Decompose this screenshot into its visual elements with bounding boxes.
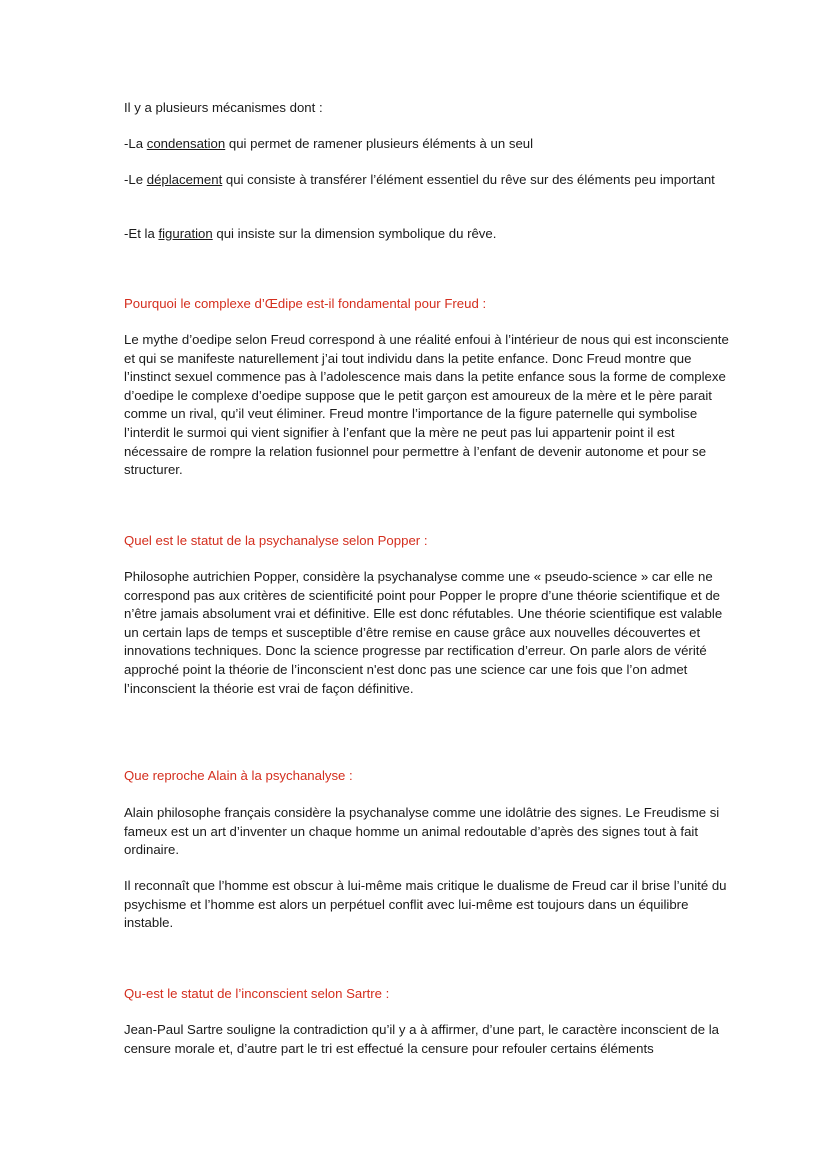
mechanism-term: figuration — [158, 226, 213, 241]
mechanism-condensation — [124, 135, 734, 154]
mechanism-deplacement — [124, 171, 724, 190]
mechanism-description: qui consiste à transférer l’élément essentiel du rêve sur des éléments peu important — [222, 172, 715, 187]
mechanism-prefix: -Le — [124, 172, 147, 187]
section-paragraph-oedipe: Le mythe d’oedipe selon Freud correspond à une réalité enfoui à l’intérieur de nous qui est inconsciente et qui se manifeste naturellement j’ai tout individu dans la petite enfance. Donc Freud montre que l’instinct sexuel commence pas à l’adolescence mais dans la petite enfance sous la forme de complexe d’oedipe le complexe d’oedipe suppose que le petit garçon est amoureux de la mère et le père parait comme un rival, qu’il veut éliminer. Freud montre l’importance de la figure paternelle qui symbolise l’interdit le surmoi qui vient signifier à l’enfant que la mère ne peut pas lui appartenir point il est nécessaire de rompre la relation fusionnel pour permettre à l’enfant de devenir autonome et pour se structurer. — [124, 332, 729, 478]
mechanism-prefix: -La — [124, 136, 147, 151]
section-heading-popper: Quel est le statut de la psychanalyse selon Popper : — [124, 533, 428, 548]
mechanism-description: qui insiste sur la dimension symbolique du rêve. — [212, 226, 497, 241]
section-paragraph-alain-1: Alain philosophe français considère la psychanalyse comme une idolâtrie des signes. Le Freudisme si fameux est un art d’inventer un chaque homme un animal redoutable d’après des signes tout à fait ordinaire. — [124, 805, 720, 858]
section-heading-oedipe: Pourquoi le complexe d’Œdipe est-il fondamental pour Freud : — [124, 296, 487, 311]
section-paragraph-popper: Philosophe autrichien Popper, considère la psychanalyse comme une « pseudo-science » car elle ne correspond pas aux critères de scientificité point pour Popper le propre d’une théorie scientifique et de n’être jamais absolument vrai et définitive. Elle est donc réfutables. Une théorie scientifique est valable un certain laps de temps et susceptible d’être remise en cause grâce aux nouvelles découvertes et innovations techniques. Donc la science progresse par rectification d’erreur. On parle alors de vérité approché point la théorie de l’inconscient n'est donc pas une science car une fois que l’on admet l’inconscient la théorie est vrai de façon définitive. — [124, 569, 723, 696]
mechanism-figuration — [124, 225, 734, 244]
mechanism-term: déplacement — [146, 172, 223, 187]
intro-text: Il y a plusieurs mécanismes dont : — [124, 100, 323, 115]
mechanism-term: condensation — [146, 136, 226, 151]
mechanism-prefix: -Et la — [124, 226, 159, 241]
section-heading-sartre: Qu-est le statut de l’inconscient selon Sartre : — [124, 986, 390, 1001]
section-paragraph-sartre: Jean-Paul Sartre souligne la contradiction qu’il y a à affirmer, d’une part, le caractère inconscient de la censure morale et, d’autre part le tri est effectué la censure pour refouler certains éléments — [124, 1022, 719, 1056]
section-paragraph-alain-2: Il reconnaît que l’homme est obscur à lui-même mais critique le dualisme de Freud car il brise l’unité du psychisme et l’homme est alors un perpétuel conflit avec lui-même est toujours dans un équilibre instable. — [124, 878, 727, 931]
section-heading-alain: Que reproche Alain à la psychanalyse : — [124, 768, 353, 783]
mechanism-description: qui permet de ramener plusieurs éléments à un seul — [225, 136, 534, 151]
